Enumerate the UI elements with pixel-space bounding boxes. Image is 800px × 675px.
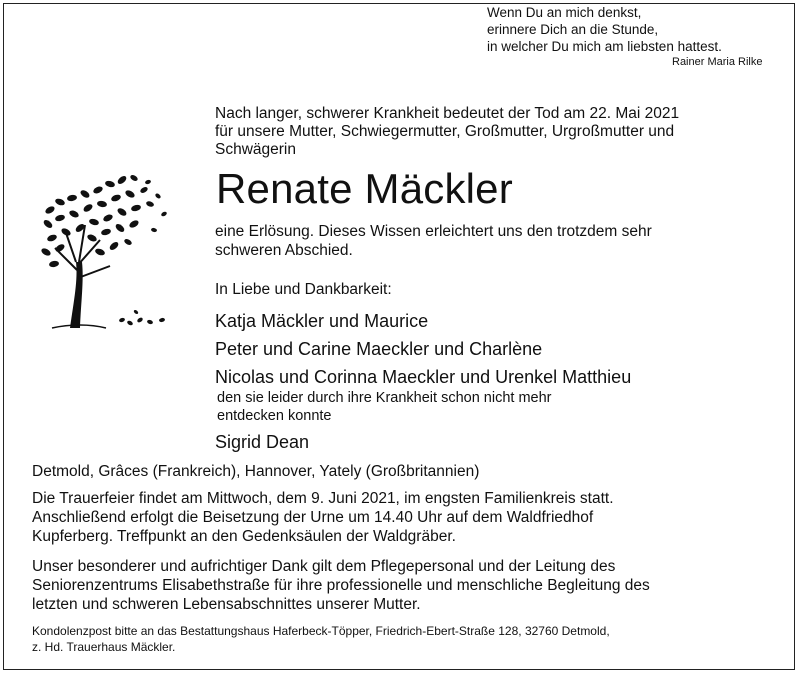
funeral-line-3: Kupferberg. Treffpunkt an den Gedenksäulen der Waldgräber. xyxy=(32,528,456,545)
poem-author: Rainer Maria Rilke xyxy=(672,56,763,68)
intro-line-2: für unsere Mutter, Schwiegermutter, Großmutter, Urgroßmutter und xyxy=(215,123,675,140)
thanks-line-2: Seniorenzentrums Elisabethstraße für ihre professionelle und menschliche Begleitung des xyxy=(32,577,650,594)
condolence-line-2: z. Hd. Trauerhaus Mäckler. xyxy=(32,640,176,654)
condolence-line-1: Kondolenzpost bitte an das Bestattungshaus Haferbeck-Töpper, Friedrich-Ebert-Straße 128, 32760 Detmold, xyxy=(32,624,610,638)
funeral-line-2: Anschließend erfolgt die Beisetzung der Urne um 14.40 Uhr auf dem Waldfriedhof xyxy=(32,509,594,526)
gratitude-line: In Liebe und Dankbarkeit: xyxy=(215,281,392,298)
family-note-line-2: entdecken konnte xyxy=(217,408,332,424)
family-line-3: Nicolas und Corinna Maeckler und Urenkel Matthieu xyxy=(215,367,632,387)
relief-line-2: schweren Abschied. xyxy=(215,242,353,259)
windblown-tree-icon xyxy=(30,170,180,335)
family-line-4: Sigrid Dean xyxy=(215,432,310,452)
family-note-line-1: den sie leider durch ihre Krankheit schon nicht mehr xyxy=(217,390,552,406)
relief-line-1: eine Erlösung. Dieses Wissen erleichtert uns den trotzdem sehr xyxy=(215,223,652,240)
places-line: Detmold, Grâces (Frankreich), Hannover, Yately (Großbritannien) xyxy=(32,463,480,480)
intro-line-1: Nach langer, schwerer Krankheit bedeutet der Tod am 22. Mai 2021 xyxy=(215,105,680,122)
intro-line-3: Schwägerin xyxy=(215,141,296,158)
poem-line-3: in welcher Du mich am liebsten hattest. xyxy=(487,39,722,54)
family-line-1: Katja Mäckler und Maurice xyxy=(215,311,429,331)
thanks-line-1: Unser besonderer und aufrichtiger Dank gilt dem Pflegepersonal und der Leitung des xyxy=(32,558,616,575)
deceased-name: Renate Mäckler xyxy=(216,165,513,212)
funeral-line-1: Die Trauerfeier findet am Mittwoch, dem 9. Juni 2021, im engsten Familienkreis statt. xyxy=(32,490,614,507)
poem-line-1: Wenn Du an mich denkst, xyxy=(487,5,642,20)
family-line-2: Peter und Carine Maeckler und Charlène xyxy=(215,339,543,359)
poem-line-2: erinnere Dich an die Stunde, xyxy=(487,22,659,37)
thanks-line-3: letzten und schweren Lebensabschnittes unserer Mutter. xyxy=(32,596,421,613)
